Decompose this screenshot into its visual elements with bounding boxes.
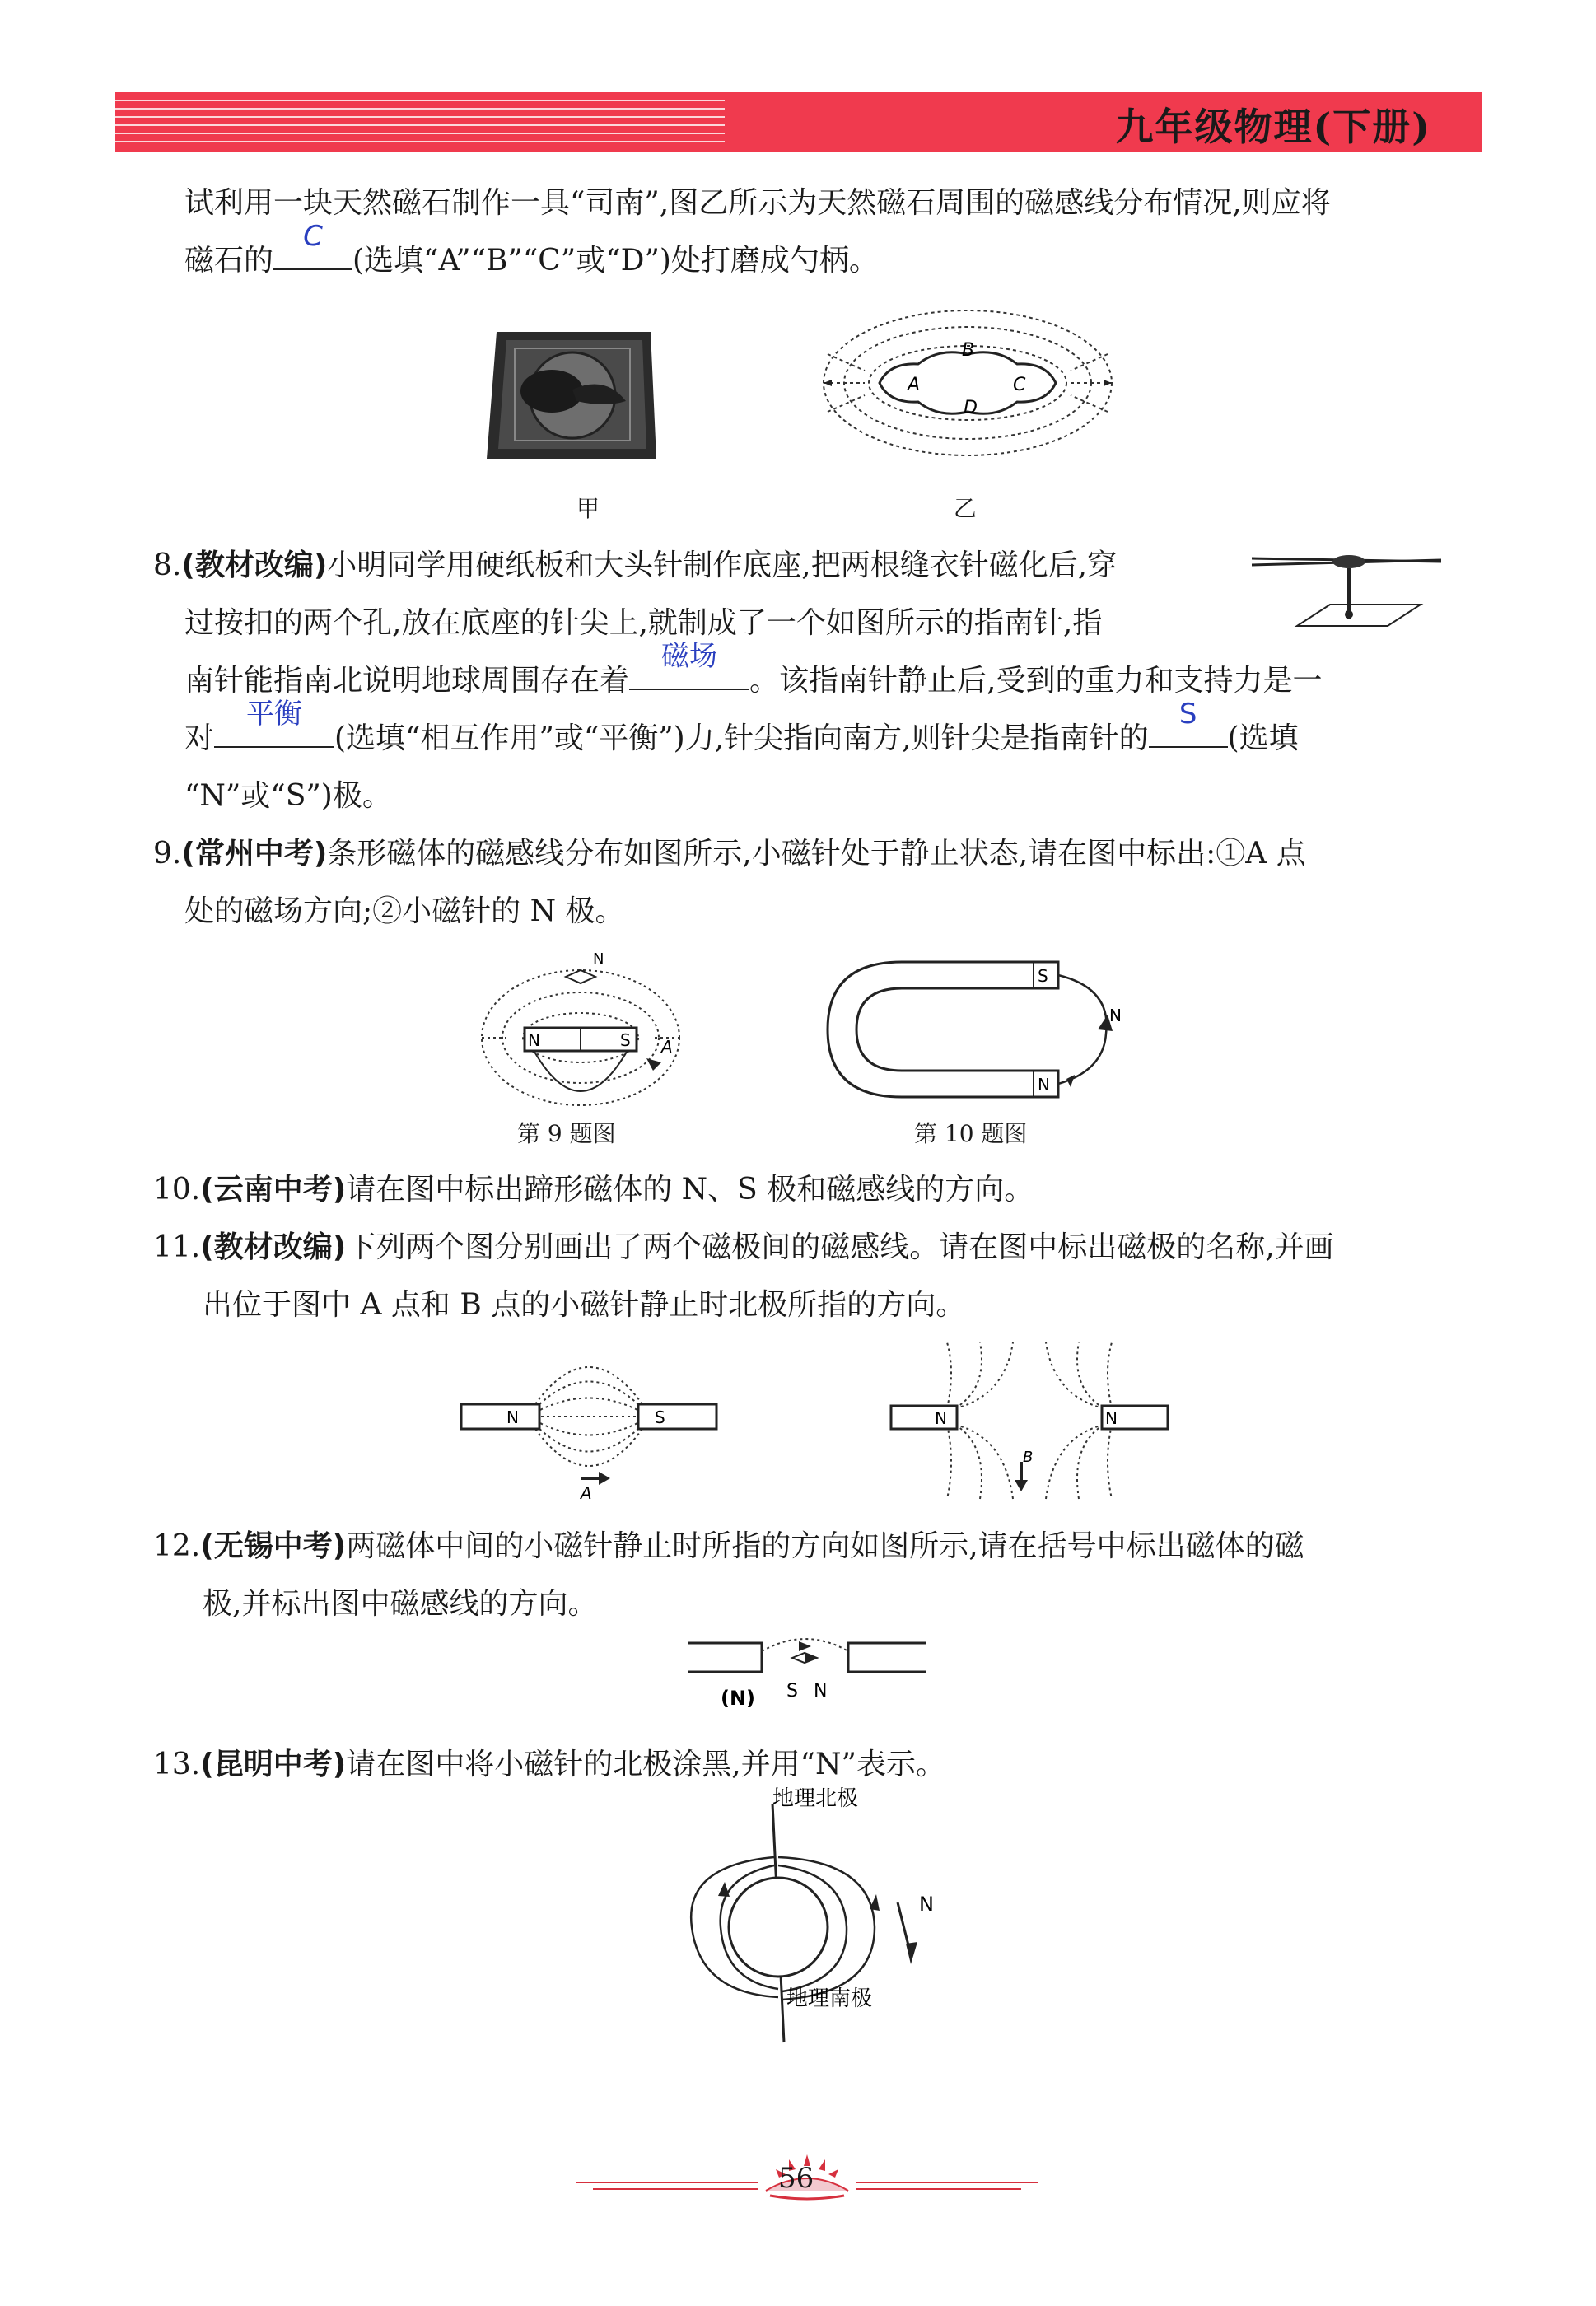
page-number: 56: [778, 2162, 814, 2195]
sinan-photo: [482, 325, 663, 465]
q9-label-A: A: [661, 1037, 673, 1057]
horseshoe-magnet-diagram: [819, 955, 1149, 1104]
q11-left-N: N: [506, 1407, 519, 1427]
earth-magnetic-field-diagram: [659, 1787, 955, 2059]
needle-compass-diagram: [1252, 544, 1441, 630]
two-magnets-needle-diagram: [684, 1635, 931, 1725]
q8-line1: 8.(教材改编)小明同学用硬纸板和大头针制作底座,把两根缝衣针磁化后,穿: [153, 548, 1118, 582]
q11-label-B: B: [1023, 1449, 1034, 1466]
q10-label-N: N: [1038, 1075, 1050, 1095]
q13-north-label: 地理北极: [772, 1787, 859, 1811]
q7-line1: 试利用一块天然磁石制作一具“司南”,图乙所示为天然磁石周围的磁感线分布情况,则应将: [184, 186, 1331, 220]
q8-answer2-blank[interactable]: [214, 698, 334, 748]
q9-caption: 第 9 题图: [517, 1120, 616, 1147]
q9-label-N-top: N: [593, 950, 604, 968]
q8-answer1: 磁场: [661, 640, 718, 673]
like-poles-field-diagram: [889, 1338, 1169, 1503]
q7-answer: C: [303, 220, 323, 253]
label-C: C: [1013, 375, 1026, 395]
q7-caption-a: 甲: [576, 495, 600, 522]
q10-label-S: S: [1038, 966, 1048, 986]
q11-left-S: S: [655, 1407, 665, 1427]
q12-paren-label: (N): [721, 1687, 756, 1710]
q12-label-N: N: [814, 1681, 828, 1701]
lodestone-field-diagram: [815, 305, 1120, 457]
q11-line2: 出位于图中 A 点和 B 点的小磁针静止时北极所指的方向。: [203, 1288, 966, 1322]
q8-line3: 南针能指南北说明地球周围存在着 磁场 。该指南针静止后,受到的重力和支持力是一: [184, 652, 1322, 710]
q11-right-N1: N: [935, 1408, 947, 1428]
q9-line1: 9.(常州中考)条形磁体的磁感线分布如图所示,小磁针处于静止状态,请在图中标出:①A 点: [153, 837, 1306, 871]
q8-line5: “N”或“S”)极。: [184, 779, 392, 813]
q12-line2: 极,并标出图中磁感线的方向。: [203, 1587, 598, 1621]
header-title: 九年级物理(下册): [1115, 105, 1431, 149]
q11-label-A: A: [581, 1483, 592, 1503]
q10-label-N-side: N: [1109, 1006, 1122, 1025]
q7-answer-blank[interactable]: [273, 220, 352, 270]
q8-answer3: S: [1178, 698, 1197, 731]
q12-line1: 12.(无锡中考)两磁体中间的小磁针静止时所指的方向如图所示,请在括号中标出磁体的磁: [153, 1529, 1304, 1563]
q9-label-N: N: [528, 1030, 540, 1050]
q9-line2: 处的磁场方向;②小磁针的 N 极。: [184, 894, 625, 928]
q13-south-label: 地理南极: [786, 1986, 873, 2011]
q9-label-S: S: [620, 1030, 631, 1050]
label-B: B: [962, 340, 975, 361]
q12-label-S: S: [786, 1681, 798, 1701]
q8-line4: 对 平衡 (选填“相互作用”或“平衡”)力,针尖指向南方,则针尖是指南针的 S (选填: [184, 710, 1299, 768]
label-D: D: [964, 398, 978, 418]
q11-line1: 11.(教材改编)下列两个图分别画出了两个磁极间的磁感线。请在图中标出磁极的名称,并画: [153, 1230, 1334, 1264]
q13-label-N: N: [919, 1893, 934, 1916]
q8-answer3-blank[interactable]: [1149, 698, 1228, 748]
q8-answer2: 平衡: [246, 698, 303, 731]
q13-line1: 13.(昆明中考)请在图中将小磁针的北极涂黑,并用“N”表示。: [153, 1748, 945, 1781]
q8-answer1-blank[interactable]: [629, 640, 749, 690]
q10-line1: 10.(云南中考)请在图中标出蹄形磁体的 N、S 极和磁感线的方向。: [153, 1173, 1034, 1207]
opposite-poles-field-diagram: [457, 1338, 729, 1503]
q11-right-N2: N: [1105, 1408, 1118, 1428]
label-A: A: [908, 375, 921, 395]
bar-magnet-field-diagram: [474, 947, 688, 1112]
q8-line2: 过按扣的两个孔,放在底座的针尖上,就制成了一个如图所示的指南针,指: [184, 606, 1103, 640]
q7-line2: 磁石的 C (选填“A”“B”“C”或“D”)处打磨成勺柄。: [184, 232, 1444, 290]
q7-caption-b: 乙: [954, 495, 978, 522]
q10-caption: 第 10 题图: [914, 1120, 1028, 1147]
